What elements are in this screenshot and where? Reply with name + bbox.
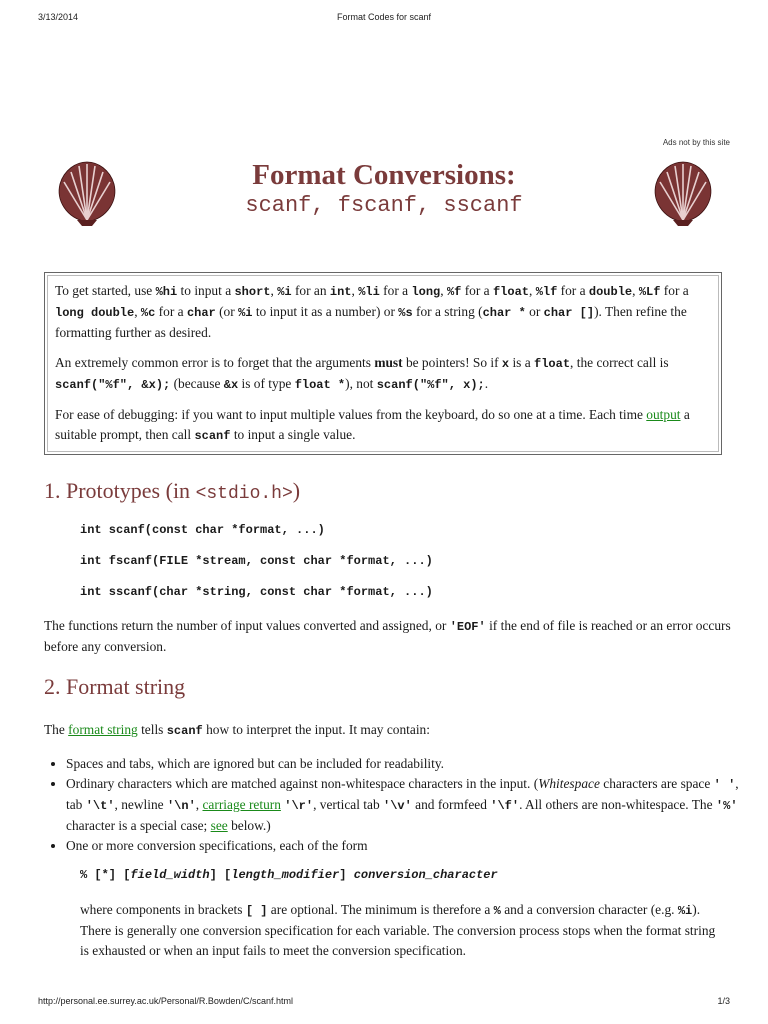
code: long [411, 285, 441, 299]
intro-paragraph-3 [55, 405, 711, 446]
code: scanf("%f", x); [376, 378, 485, 392]
code: '\v' [383, 799, 412, 813]
page-title-block [120, 158, 648, 220]
text: . [484, 376, 489, 391]
text: An extremely common error is to forget that the arguments [55, 355, 375, 370]
text: for a string ( [412, 304, 483, 319]
scallop-shell-icon [648, 158, 718, 226]
code: ' ' [713, 778, 736, 792]
page-subtitle: scanf, fscanf, sscanf [245, 193, 523, 218]
code: %lf [535, 285, 558, 299]
code: char * [482, 306, 526, 320]
code: '%' [715, 799, 738, 813]
text: if the end of file is reached or an error occurs before any conversion. [44, 618, 731, 654]
code: %s [398, 306, 413, 320]
text: a suitable prompt, then call [55, 407, 690, 442]
code: '\r' [284, 799, 314, 813]
text: ), not [345, 376, 377, 391]
text: to input a single value. [230, 427, 356, 442]
text: be pointers! So if [402, 355, 502, 370]
code: &x [223, 378, 239, 392]
form-part: ] [ [209, 868, 232, 882]
print-page-number: 1/3 [717, 996, 730, 1006]
text: , [134, 304, 141, 319]
code: %hi [155, 285, 178, 299]
format-string-intro [44, 720, 734, 741]
list-item: • Spaces and tabs, which are ignored but can be included for readability. [66, 754, 756, 774]
text: , [195, 797, 203, 812]
scallop-shell-icon [52, 158, 122, 226]
code: %li [358, 285, 380, 299]
text: and a conversion character (e.g. [500, 902, 678, 917]
text: , [632, 283, 639, 298]
code: '\f' [490, 799, 520, 813]
text: Ordinary characters which are matched against non-whitespace characters in the input. ( [66, 776, 539, 791]
emphasis: must [374, 355, 403, 370]
text: character is a special case; [66, 818, 211, 833]
code: %i [677, 904, 693, 918]
text: , [440, 283, 447, 298]
code: float [534, 357, 571, 371]
code: float * [294, 378, 346, 392]
text: below.) [227, 818, 271, 833]
conversion-spec-form [80, 868, 498, 882]
text: or [525, 304, 544, 319]
print-doc-title: Format Codes for scanf [336, 12, 432, 22]
prototype-sscanf: int sscanf(char *string, const char *format, ...) [80, 585, 433, 599]
carriage-return-link[interactable]: carriage return [202, 797, 281, 812]
page-title: Format Conversions: [252, 159, 516, 191]
text: , the correct call is [570, 355, 669, 370]
text: The functions return the number of input values converted and assigned, or [44, 618, 450, 633]
print-header [38, 12, 730, 26]
prototype-scanf: int scanf(const char *format, ...) [80, 523, 325, 537]
format-string-link[interactable]: format string [68, 722, 138, 737]
format-string-contents-list [44, 754, 756, 856]
text: for a [660, 283, 689, 298]
heading-code: <stdio.h> [195, 484, 293, 504]
text: , [270, 283, 278, 298]
code: scanf [194, 429, 231, 443]
form-field: length_modifier [231, 868, 340, 882]
text: for a [155, 304, 187, 319]
text: , newline [114, 797, 167, 812]
text: characters are space [599, 776, 714, 791]
ads-note: Ads not by this site [662, 138, 730, 147]
text: For ease of debugging: if you want to input multiple values from the keyboard, do so one at a time. Each time [55, 407, 647, 422]
text: how to interpret the input. It may contain: [202, 722, 430, 737]
code: %Lf [638, 285, 661, 299]
emphasis: Whitespace [538, 776, 600, 791]
code: double [588, 285, 633, 299]
code: int [329, 285, 352, 299]
code: [ ] [245, 904, 268, 918]
output-link[interactable]: output [646, 407, 681, 422]
prototype-fscanf: int fscanf(FILE *stream, const char *format, ...) [80, 554, 433, 568]
text: and formfeed [411, 797, 491, 812]
code: '\t' [85, 799, 115, 813]
text: , [351, 283, 359, 298]
intro-paragraph-2 [55, 353, 711, 395]
text: , vertical tab [313, 797, 383, 812]
text: tells [137, 722, 167, 737]
code: '\n' [166, 799, 196, 813]
text: are optional. The minimum is therefore a [267, 902, 494, 917]
form-field: field_width [130, 868, 210, 882]
form-field: conversion_character [353, 868, 498, 882]
code: char [186, 306, 216, 320]
text: ). Then refine the formatting further as desired. [55, 304, 687, 340]
text: The [44, 722, 69, 737]
code: char [] [543, 306, 595, 320]
list-item: • One or more conversion specifications, each of the form [66, 836, 756, 856]
code: short [234, 285, 271, 299]
text: where components in brackets [80, 902, 246, 917]
section-heading-format-string: 2. Format string [44, 674, 186, 699]
code: x [501, 357, 510, 371]
components-explanation [80, 900, 720, 961]
return-value-paragraph [44, 616, 734, 657]
text: for a [557, 283, 589, 298]
text: (because [170, 376, 224, 391]
code: float [492, 285, 529, 299]
text: ). There is generally one conversion specification for each variable. The conversion process stops when the format string is exhausted or when an input fails to meet the conversion specification. [80, 902, 716, 958]
code: % [493, 904, 501, 918]
text: To get started, use [55, 283, 156, 298]
code: scanf("%f", &x); [55, 378, 171, 392]
code: %i [238, 306, 253, 320]
heading-text: 1. Prototypes (in [44, 478, 196, 503]
print-date: 3/13/2014 [38, 12, 79, 22]
text: , tab [66, 776, 739, 812]
text: (or [215, 304, 239, 319]
print-footer [38, 996, 730, 1010]
intro-paragraph-1 [55, 281, 711, 343]
text: for an [291, 283, 330, 298]
code: scanf [166, 724, 203, 738]
list-item [66, 774, 756, 836]
code: long double [55, 306, 135, 320]
code: %f [446, 285, 462, 299]
text: , [528, 283, 536, 298]
form-part: ] [339, 868, 354, 882]
text: is a [509, 355, 535, 370]
text: to input a [177, 283, 235, 298]
text: to input it as a number) or [252, 304, 399, 319]
heading-text: ) [292, 478, 301, 503]
code: %c [140, 306, 156, 320]
text: for a [461, 283, 493, 298]
print-url: http://personal.ee.surrey.ac.uk/Personal/R.Bowden/C/scanf.html [38, 996, 293, 1006]
code: 'EOF' [449, 620, 486, 634]
code: %i [277, 285, 292, 299]
see-link[interactable]: see [210, 818, 228, 833]
section-heading-prototypes [44, 478, 300, 504]
intro-box [44, 272, 722, 455]
text: for a [379, 283, 412, 298]
text: . All others are non-whitespace. The [519, 797, 716, 812]
form-part: % [*] [ [80, 868, 131, 882]
text: is of type [238, 376, 295, 391]
